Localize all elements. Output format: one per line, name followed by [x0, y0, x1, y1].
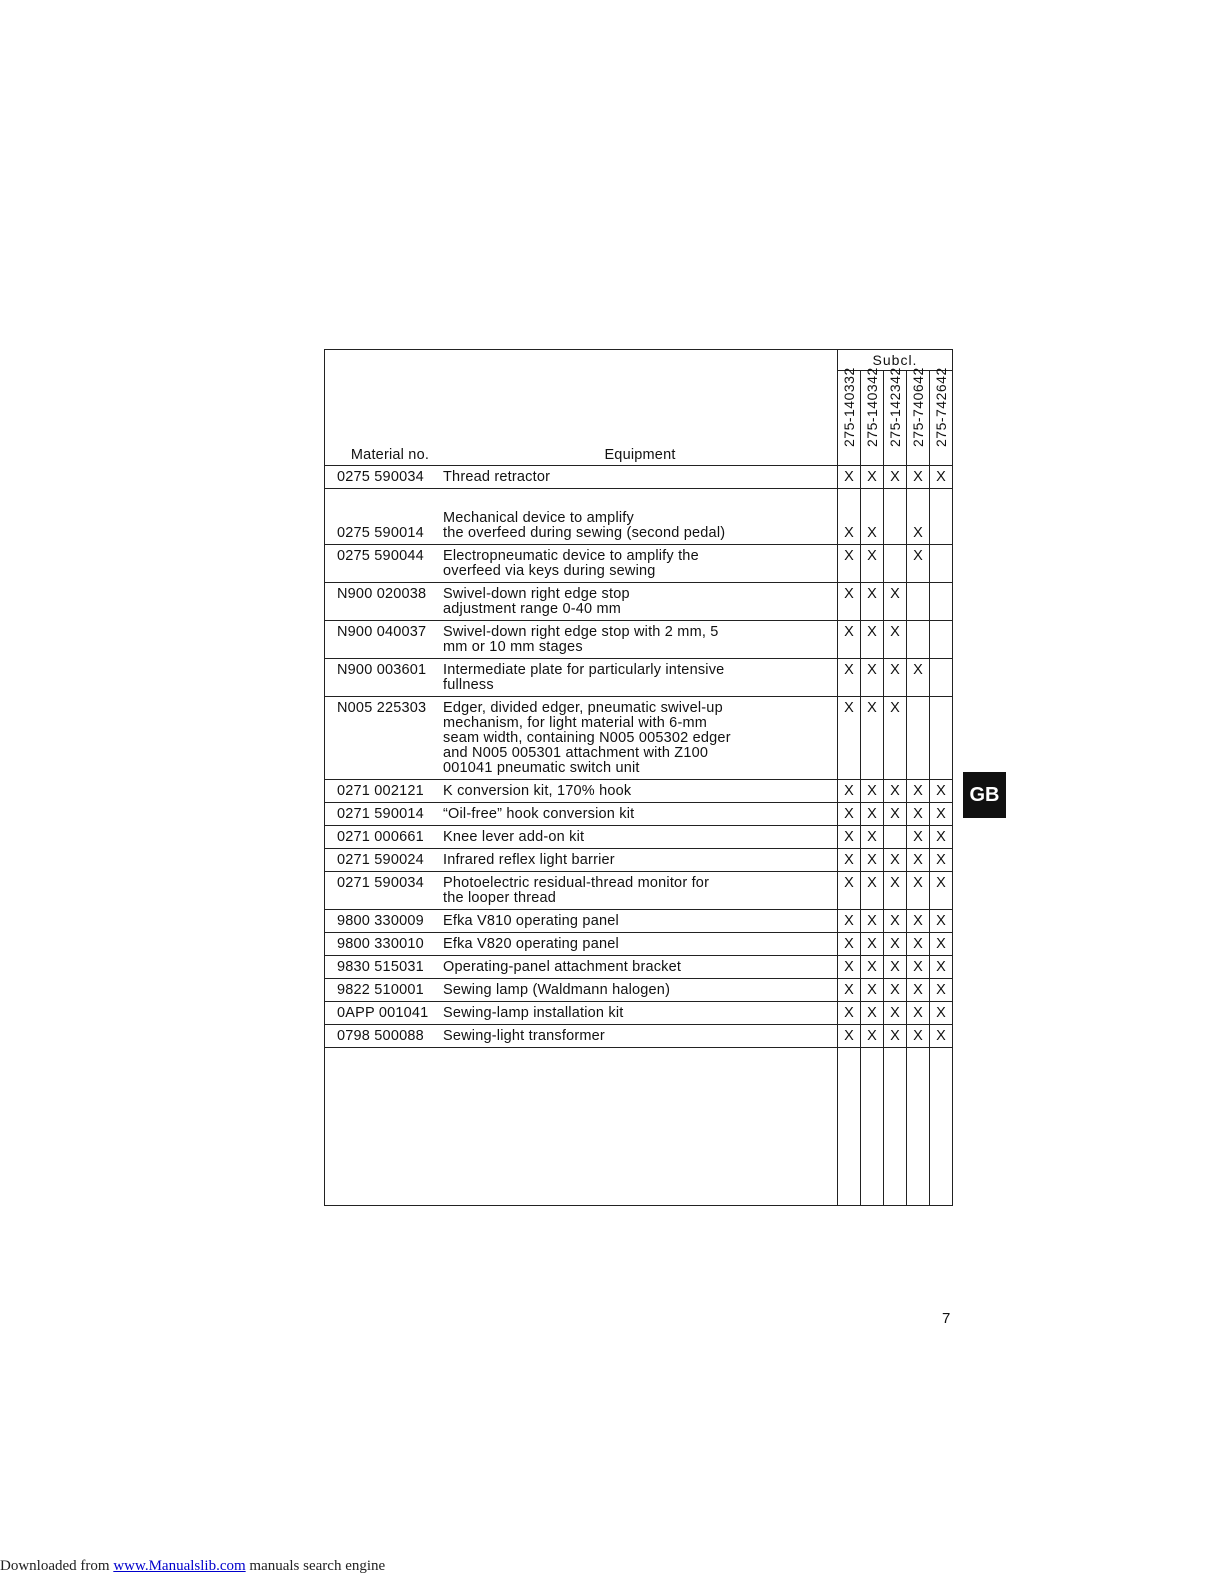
subclass-mark: X [838, 489, 861, 545]
language-tab: GB [963, 772, 1006, 818]
subclass-mark: X [861, 545, 884, 583]
subclass-mark: X [930, 780, 953, 803]
subclass-mark: X [884, 659, 907, 697]
table-row [325, 583, 953, 621]
equipment-line: Mechanical device to amplify [443, 510, 634, 526]
subclass-mark: X [838, 466, 861, 489]
subclass-mark: X [930, 803, 953, 826]
equipment-line: K conversion kit, 170% hook [443, 783, 632, 799]
subclass-mark: X [930, 826, 953, 849]
subclass-label: 275-142342 [884, 371, 907, 466]
subclass-mark: X [861, 872, 884, 910]
equipment-line: the overfeed during sewing (second pedal) [443, 525, 726, 541]
subclass-mark [907, 621, 930, 659]
equipment-description [443, 780, 838, 803]
equipment-description [443, 697, 838, 780]
equipment-description [443, 910, 838, 933]
subclass-mark: X [838, 956, 861, 979]
subclass-label: 275-740642 [907, 371, 930, 466]
subclass-mark: X [884, 910, 907, 933]
equipment-line: mechanism, for light material with 6-mm [443, 715, 708, 731]
material-number: 0275 590014 [337, 525, 424, 541]
material-number: 0APP 001041 [337, 1005, 429, 1021]
equipment-line: Sewing-light transformer [443, 1028, 605, 1044]
material-number: 9800 330009 [337, 913, 424, 929]
subclass-mark: X [838, 872, 861, 910]
subclass-mark [930, 545, 953, 583]
subclass-mark [930, 621, 953, 659]
subclass-mark: X [930, 1025, 953, 1048]
equipment-description [443, 1002, 838, 1025]
subclass-mark: X [838, 1025, 861, 1048]
download-footer [0, 1558, 385, 1575]
equipment-line: Swivel-down right edge stop [443, 586, 630, 602]
equipment-line: “Oil-free” hook conversion kit [443, 806, 635, 822]
subclass-mark: X [930, 933, 953, 956]
material-number: 0275 590044 [337, 548, 424, 564]
subclass-label: 275-140342 [861, 371, 884, 466]
material-number: 9830 515031 [337, 959, 424, 975]
subclass-mark: X [907, 956, 930, 979]
material-number: 9800 330010 [337, 936, 424, 952]
subclass-mark [930, 659, 953, 697]
subclass-mark: X [884, 979, 907, 1002]
material-number: 0275 590034 [337, 469, 424, 485]
table-row [325, 545, 953, 583]
subclass-mark: X [861, 489, 884, 545]
subclass-mark: X [884, 1025, 907, 1048]
subclass-mark: X [838, 780, 861, 803]
subclass-mark: X [884, 466, 907, 489]
subclass-mark: X [884, 849, 907, 872]
table-row [325, 849, 953, 872]
subclass-mark: X [884, 803, 907, 826]
subclass-mark: X [907, 933, 930, 956]
subclass-mark: X [861, 956, 884, 979]
equipment-description [443, 979, 838, 1002]
subclass-mark: X [838, 545, 861, 583]
equipment-line: Photoelectric residual-thread monitor for [443, 875, 710, 891]
material-number: 0271 002121 [337, 783, 424, 799]
subclass-mark: X [930, 849, 953, 872]
subclass-mark: X [838, 583, 861, 621]
table-body [325, 466, 953, 1048]
material-number: 0798 500088 [337, 1028, 424, 1044]
table-row [325, 803, 953, 826]
equipment-description [443, 872, 838, 910]
subclass-mark [884, 545, 907, 583]
subclass-mark: X [907, 849, 930, 872]
table-row [325, 956, 953, 979]
material-number: N900 003601 [337, 662, 427, 678]
table-row [325, 1002, 953, 1025]
equipment-line: Sewing-lamp installation kit [443, 1005, 624, 1021]
equipment-description [443, 933, 838, 956]
subclass-mark: X [884, 956, 907, 979]
subclass-mark [930, 697, 953, 780]
material-number: 9822 510001 [337, 982, 424, 998]
material-number: 0271 590024 [337, 852, 424, 868]
subclass-mark: X [861, 780, 884, 803]
subclass-mark: X [838, 697, 861, 780]
subclass-mark: X [838, 621, 861, 659]
subclass-mark: X [907, 1025, 930, 1048]
equipment-description [443, 489, 838, 545]
subclass-mark: X [861, 1002, 884, 1025]
equipment-line: mm or 10 mm stages [443, 639, 583, 655]
table-row [325, 872, 953, 910]
subclass-mark: X [861, 849, 884, 872]
subclass-mark: X [838, 659, 861, 697]
subclass-mark: X [838, 979, 861, 1002]
equipment-description [443, 849, 838, 872]
manualslib-link[interactable]: www.Manualslib.com [113, 1558, 246, 1574]
subclass-mark: X [907, 910, 930, 933]
equipment-header: Equipment [604, 447, 676, 463]
subclass-mark: X [884, 872, 907, 910]
equipment-description [443, 826, 838, 849]
table-row [325, 697, 953, 780]
subclass-mark: X [861, 933, 884, 956]
subclass-mark: X [838, 826, 861, 849]
subclass-mark: X [907, 780, 930, 803]
equipment-line: Operating-panel attachment bracket [443, 959, 682, 975]
material-number: 0271 590034 [337, 875, 424, 891]
subclass-mark: X [907, 466, 930, 489]
subclass-mark [884, 826, 907, 849]
subclass-label: 275-140332 [838, 371, 861, 466]
material-number: N900 040037 [337, 624, 427, 640]
subclass-mark: X [861, 1025, 884, 1048]
equipment-line: fullness [443, 677, 494, 693]
material-number: 0271 590014 [337, 806, 424, 822]
subclass-mark [930, 583, 953, 621]
subclass-mark: X [838, 1002, 861, 1025]
subclass-mark: X [884, 697, 907, 780]
table-row [325, 489, 953, 545]
equipment-line: seam width, containing N005 005302 edger [443, 730, 731, 746]
subclass-mark: X [838, 910, 861, 933]
equipment-description [443, 545, 838, 583]
equipment-description [443, 1025, 838, 1048]
subclass-mark: X [930, 1002, 953, 1025]
equipment-line: and N005 005301 attachment with Z100 [443, 745, 709, 761]
subclass-mark [930, 489, 953, 545]
subclass-mark: X [907, 545, 930, 583]
equipment-line: 001041 pneumatic switch unit [443, 760, 640, 776]
subclass-mark: X [907, 659, 930, 697]
subclass-mark: X [838, 803, 861, 826]
equipment-line: the looper thread [443, 890, 557, 906]
table-header [325, 350, 953, 466]
equipment-line: Efka V820 operating panel [443, 936, 619, 952]
equipment-description [443, 803, 838, 826]
page-number: 7 [942, 1310, 951, 1327]
subclass-mark: X [861, 826, 884, 849]
material-number: N005 225303 [337, 700, 427, 716]
equipment-line: overfeed via keys during sewing [443, 563, 656, 579]
subclass-mark [884, 489, 907, 545]
footer-suffix: manuals search engine [245, 1558, 386, 1574]
subclass-mark: X [930, 956, 953, 979]
subclass-mark: X [907, 979, 930, 1002]
equipment-line: Electropneumatic device to amplify the [443, 548, 699, 564]
subclass-mark: X [838, 849, 861, 872]
subclass-mark: X [884, 583, 907, 621]
equipment-line: Swivel-down right edge stop with 2 mm, 5 [443, 624, 719, 640]
empty-row [325, 1048, 953, 1206]
material-number: N900 020038 [337, 586, 427, 602]
subclass-mark: X [861, 583, 884, 621]
equipment-line: Thread retractor [443, 469, 551, 485]
subclass-mark: X [907, 1002, 930, 1025]
subclass-mark [907, 697, 930, 780]
material-number: 0271 000661 [337, 829, 424, 845]
subclass-label: 275-742642 [930, 371, 953, 466]
subclass-mark: X [907, 826, 930, 849]
subclass-mark: X [861, 910, 884, 933]
table-row [325, 910, 953, 933]
equipment-description [443, 621, 838, 659]
equipment-line: adjustment range 0-40 mm [443, 601, 622, 617]
subclass-mark: X [861, 659, 884, 697]
equipment-description [443, 956, 838, 979]
table-row [325, 780, 953, 803]
subclass-mark [907, 583, 930, 621]
equipment-line: Knee lever add-on kit [443, 829, 585, 845]
equipment-table [324, 349, 953, 1206]
subclass-mark: X [884, 621, 907, 659]
equipment-line: Efka V810 operating panel [443, 913, 619, 929]
table-row [325, 979, 953, 1002]
table-row [325, 1025, 953, 1048]
subclass-mark: X [838, 933, 861, 956]
equipment-line: Intermediate plate for particularly intensive [443, 662, 725, 678]
subclass-mark: X [884, 1002, 907, 1025]
equipment-description [443, 659, 838, 697]
subclass-mark: X [907, 489, 930, 545]
table-row [325, 466, 953, 489]
subclass-mark: X [861, 979, 884, 1002]
table-row [325, 933, 953, 956]
table-row [325, 621, 953, 659]
subclass-mark: X [884, 933, 907, 956]
material-no-header: Material no. [350, 447, 430, 463]
subclass-mark: X [930, 979, 953, 1002]
subclass-mark: X [861, 466, 884, 489]
equipment-line: Sewing lamp (Waldmann halogen) [443, 982, 671, 998]
table-row [325, 659, 953, 697]
subclass-mark: X [907, 803, 930, 826]
subclass-mark: X [907, 872, 930, 910]
table-row [325, 826, 953, 849]
subclass-mark: X [930, 910, 953, 933]
equipment-description [443, 466, 838, 489]
equipment-line: Edger, divided edger, pneumatic swivel-up [443, 700, 723, 716]
equipment-line: Infrared reflex light barrier [443, 852, 615, 868]
subclass-header: Subcl. [838, 350, 953, 371]
subclass-mark: X [861, 803, 884, 826]
subclass-mark: X [884, 780, 907, 803]
subclass-mark: X [930, 872, 953, 910]
subclass-mark: X [861, 697, 884, 780]
subclass-mark: X [861, 621, 884, 659]
equipment-description [443, 583, 838, 621]
footer-prefix: Downloaded from [0, 1558, 110, 1574]
subclass-mark: X [930, 466, 953, 489]
